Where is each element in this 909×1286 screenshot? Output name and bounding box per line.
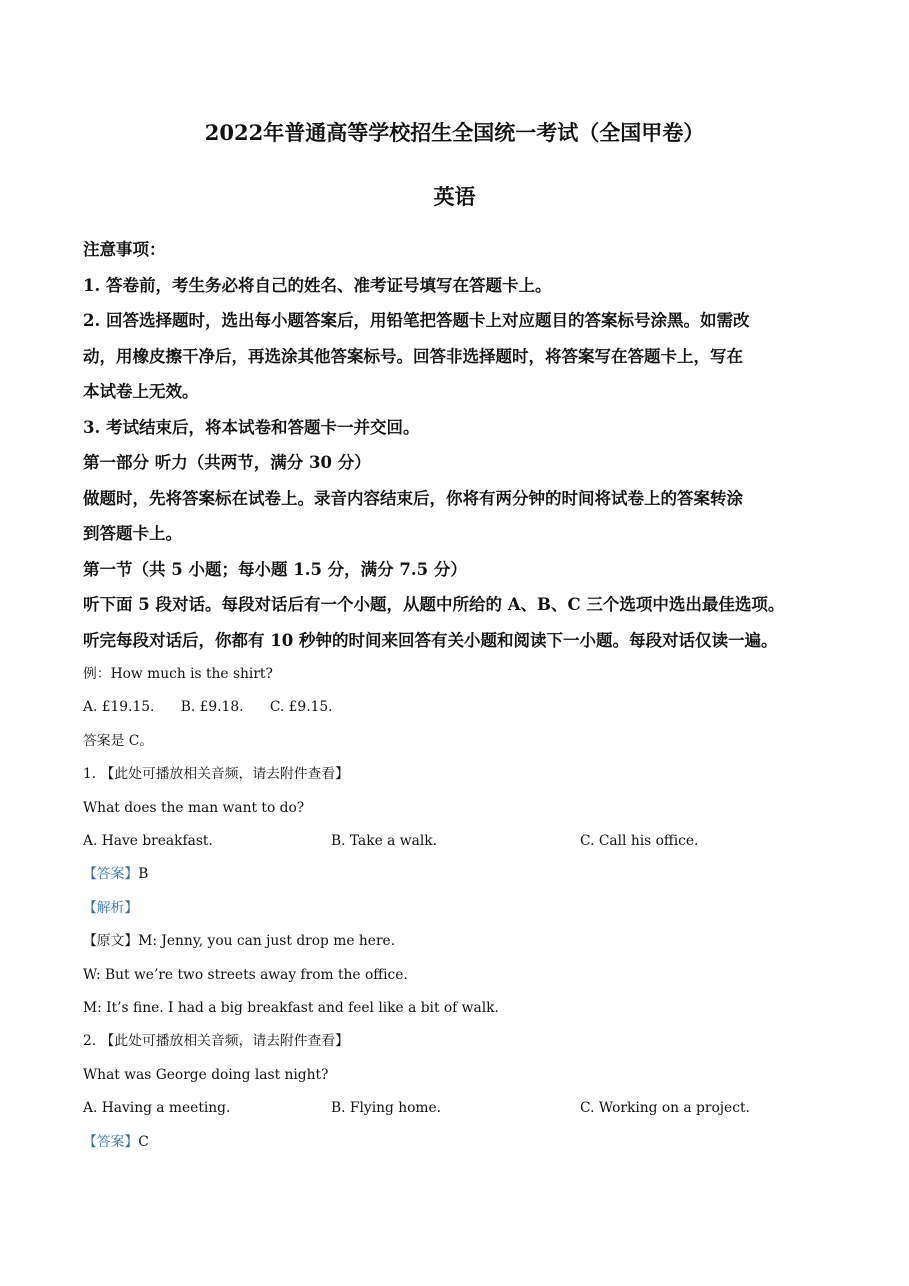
section1-instruction-line-2: 听完每段对话后，你都有 10 秒钟的时间来回答有关小题和阅读下一小题。每段对话仅读一遍。 xyxy=(83,630,778,650)
q1-analysis xyxy=(83,892,843,925)
q1-question: What does the man want to do? xyxy=(83,799,305,816)
q1-transcript-line-2: W: But we’re two streets away from the office. xyxy=(83,966,408,983)
q2-audio-note: 2. 【此处可播放相关音频，请去附件查看】 xyxy=(83,1033,349,1050)
q2-question: What was George doing last night? xyxy=(83,1066,329,1083)
q2-answer-value: C xyxy=(138,1133,149,1150)
note-item-3: 3. 考试结束后，将本试卷和答题卡一并交回。 xyxy=(83,417,420,437)
note-item-2-line-2: 动，用橡皮擦干净后，再选涂其他答案标号。回答非选择题时，将答案写在答题卡上，写在 xyxy=(83,346,743,366)
q1-options xyxy=(83,825,843,858)
part1-heading: 第一部分 听力（共两节，满分 30 分） xyxy=(83,453,371,472)
q1-transcript-text-1: M: Jenny, you can just drop me here. xyxy=(138,933,396,950)
note-item-1: 1. 答卷前，考生务必将自己的姓名、准考证号填写在答题卡上。 xyxy=(83,275,552,295)
q1-transcript-line-1 xyxy=(83,925,843,958)
q1-option-b: B. Take a walk. xyxy=(331,833,437,850)
q1-analysis-tag: 【解析】 xyxy=(83,899,139,916)
part1-instruction-line-1: 做题时，先将答案标在试卷上。录音内容结束后，你将有两分钟的时间将试卷上的答案转涂 xyxy=(83,488,743,508)
subject-title: 英语 xyxy=(433,184,476,209)
document-body xyxy=(83,232,843,1159)
q1-audio-note: 1. 【此处可播放相关音频，请去附件查看】 xyxy=(83,766,349,783)
q1-answer xyxy=(83,858,843,891)
q1-answer-value: B xyxy=(138,866,149,883)
q1-transcript-line-3: M: It’s fine. I had a big breakfast and feel like a bit of walk. xyxy=(83,1000,499,1017)
q2-answer xyxy=(83,1126,843,1159)
q2-answer-tag: 【答案】 xyxy=(83,1133,139,1150)
note-item-2-line-3: 本试卷上无效。 xyxy=(83,382,199,401)
section1-heading: 第一节（共 5 小题；每小题 1.5 分，满分 7.5 分） xyxy=(83,559,467,579)
note-item-2-line-1: 2. 回答选择题时，选出每小题答案后，用铅笔把答题卡上对应题目的答案标号涂黑。如需改 xyxy=(83,311,750,330)
q2-option-c: C. Working on a project. xyxy=(580,1100,750,1117)
example-answer: 答案是 C。 xyxy=(83,732,154,749)
part1-instruction-line-2: 到答题卡上。 xyxy=(83,524,182,543)
q2-options xyxy=(83,1092,843,1125)
q1-option-c: C. Call his office. xyxy=(580,833,699,850)
example-options: A. £19.15. B. £9.18. C. £9.15. xyxy=(83,699,333,716)
q1-transcript-tag: 【原文】 xyxy=(83,933,139,950)
q2-option-b: B. Flying home. xyxy=(331,1100,442,1117)
section1-instruction-line-1: 听下面 5 段对话。每段对话后有一个小题，从题中所给的 A、B、C 三个选项中选出最佳选项。 xyxy=(83,595,785,614)
example-question: 例：How much is the shirt? xyxy=(83,666,273,682)
q1-answer-tag: 【答案】 xyxy=(83,866,139,883)
notes-heading: 注意事项： xyxy=(83,240,166,259)
q1-option-a: A. Have breakfast. xyxy=(83,833,213,850)
q2-option-a: A. Having a meeting. xyxy=(83,1100,231,1117)
exam-title: 2022年普通高等学校招生全国统一考试（全国甲卷） xyxy=(204,120,705,145)
